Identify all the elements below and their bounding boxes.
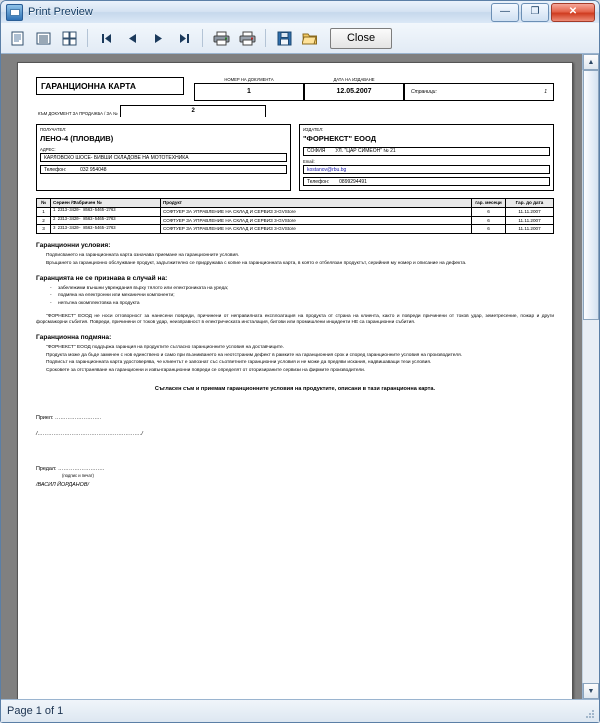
items-table [36, 198, 554, 234]
row-index: 2 [37, 216, 51, 225]
toolbar-separator-2 [202, 29, 203, 47]
first-page-icon[interactable] [94, 26, 118, 50]
document-title: ГАРАНЦИОННА КАРТА [36, 77, 184, 95]
buyer-name: ЛЕНО-4 (ПЛОВДИВ) [40, 133, 114, 143]
exclusions-title: Гаранцията не се признава в случай на: [36, 274, 168, 282]
col-serial: Сериен /Фабричен № [51, 199, 161, 208]
document-number-label: НОМЕР НА ДОКУМЕНТА [224, 77, 274, 82]
scroll-down-button[interactable]: ▼ [583, 683, 599, 699]
row-until: 11.11.2007 [506, 207, 554, 216]
close-button-label: Close [346, 32, 376, 44]
row-product: СОФТУЕР ЗА УПРАВЛЕНИЕ НА СКЛАД И СЕРВИЗ 3-GVStore [161, 225, 472, 234]
issuer-phone-label: Телефон: [307, 178, 330, 185]
issuer-block [299, 124, 554, 191]
multi-page-icon[interactable] [57, 26, 81, 50]
row-product: СОФТУЕР ЗА УПРАВЛЕНИЕ НА СКЛАД И СЕРВИЗ 3-GVStore [161, 207, 472, 216]
obligation-item: Подписът на гаранционната карта удостоверява, че клиентът е запознат със съответните гаранционни условия и не може да предяви искания, надвишаващи тези условия. [46, 360, 432, 366]
issuer-phone-value [303, 177, 550, 186]
buyer-phone-label: Телефон: [44, 166, 67, 173]
issuer-phone-field [303, 177, 550, 186]
document-date-value: 12.05.2007 [304, 83, 404, 101]
toolbar-separator [87, 29, 88, 47]
row-product: СОФТУЕР ЗА УПРАВЛЕНИЕ НА СКЛАД И СЕРВИЗ 3-GVStore [161, 216, 472, 225]
next-page-icon[interactable] [146, 26, 170, 50]
issuer-name: "ФОРНЕКСТ" ЕООД [303, 133, 377, 143]
status-bar [1, 699, 599, 722]
buyer-section-label: ПОЛУЧАТЕЛ: [40, 127, 67, 133]
vertical-scrollbar[interactable] [582, 54, 599, 699]
row-serial: 1 2313-3420- 8563-5465-2763 [51, 207, 161, 216]
agreement-text: Съгласен съм и приемам гаранционните условия на продуктите, описани в тази гаранционна карта. [154, 385, 436, 392]
obligation-item: Продукта може да бъде заменен с нов единствено и само при възникването на неотстраним дефект в рамките на гаранционния срок и според гаранционните условия на производителя. [46, 352, 462, 358]
buyer-phone-field [40, 165, 287, 174]
last-page-icon[interactable] [172, 26, 196, 50]
toolbar [1, 23, 599, 54]
handed-label: Предал: …………………….. [36, 466, 105, 473]
reference-label: КЪМ ДОКУМЕНТ ЗА ПРОДАЖБА / ЗА № [38, 111, 118, 116]
row-months: 6 [472, 225, 506, 234]
signature-received [36, 415, 554, 439]
open-icon[interactable] [298, 26, 322, 50]
pages-value: 1 [544, 89, 547, 96]
two-page-icon[interactable] [31, 26, 55, 50]
issuer-email-label: Email: [303, 158, 315, 164]
toolbar-separator-3 [265, 29, 266, 47]
document-reference [36, 102, 266, 117]
issuer-email-value: kostanov@rbu.bg [303, 165, 550, 174]
row-index: 1 [37, 207, 51, 216]
document-pages [404, 83, 554, 101]
resize-grip-icon[interactable] [584, 708, 596, 720]
buyer-address-label: АДРЕС: [40, 146, 56, 152]
col-product: Продукт [161, 199, 472, 208]
issuer-street: УЛ. "ЦАР СИМЕОН" № 21 [335, 148, 396, 155]
row-index: 3 [37, 225, 51, 234]
row-months: 6 [472, 207, 506, 216]
title-bar [1, 1, 599, 23]
buyer-address-value: КАРЛОВСКО ШОСЕ- БИВШИ СКЛАДОВЕ НА МОТОТЕХНИКА [40, 153, 287, 162]
reference-value: 2 [120, 105, 266, 117]
close-window-button[interactable]: ✕ [551, 3, 595, 22]
save-icon[interactable] [272, 26, 296, 50]
document-header [36, 77, 554, 117]
pages-label: Страници: [411, 89, 437, 96]
issuer-city: СОФИЯ [307, 148, 326, 155]
close-button[interactable] [330, 28, 392, 49]
terms-title: Гаранционни условия: [36, 242, 111, 250]
received-label: Приел: …………………….. [36, 414, 101, 421]
received-value: /…………………………………………………./ [36, 431, 143, 438]
scroll-thumb[interactable] [583, 70, 599, 320]
col-index: № [37, 199, 51, 208]
terms-paragraph-1: Подписването на гаранционната карта означава приемане на гаранционните условия. [46, 253, 240, 259]
obligations-title: Гаранционна подмяна: [36, 333, 112, 341]
scroll-track[interactable] [582, 70, 599, 683]
buyer-phone-value [40, 165, 287, 174]
row-until: 11.11.2007 [506, 225, 554, 234]
handed-value: /ВАСИЛ ЙОРДАНОВ/ [36, 482, 89, 489]
previous-page-icon[interactable] [120, 26, 144, 50]
buyer-address-field [40, 147, 287, 162]
window-controls [491, 3, 597, 22]
col-until: Гар. до дата [506, 199, 554, 208]
table-row [37, 225, 554, 234]
buyer-phone-number: 032 954048 [80, 166, 107, 173]
obligation-item: Сроковете за отстраняване на гаранционни и извънгаранционни повреди се определят от оторизираните сервизи на фирмите производители. [46, 367, 366, 373]
table-header-row [37, 199, 554, 208]
scroll-up-button[interactable]: ▲ [583, 54, 599, 70]
row-months: 6 [472, 216, 506, 225]
exclusion-item: - непълна окомплектовка на продукта [58, 301, 554, 307]
row-serial: 3 2313-3420- 8563-5465-2763 [51, 225, 161, 234]
issuer-phone-number: 0899294491 [339, 178, 367, 185]
minimize-button[interactable]: — [491, 3, 519, 22]
page-setup-icon[interactable] [235, 26, 259, 50]
issuer-email-field [303, 159, 550, 174]
obligation-item: "ФОРНЕКСТ" ЕООД поддържа гаранция на продуктите съгласно гаранционните условия на доставчиците. [46, 345, 285, 351]
terms-paragraph-2: Връщането за гаранционно обслужване продукт, задължително се придружава с копие на гаранционната карта, в която е отбелязан продуктът, серийния му номер и описание на дефекта. [46, 260, 467, 266]
handed-sub-label: (подпис и печат) [62, 472, 94, 478]
buyer-block [36, 124, 291, 191]
issuer-address-field [303, 147, 550, 156]
status-page-text: Page 1 of 1 [7, 705, 64, 717]
exclusion-item: - забележими външни увреждания върху тялото или електрониката на уреда; [58, 286, 554, 292]
parties-section [36, 124, 554, 191]
maximize-button[interactable]: ❐ [521, 3, 549, 22]
exclusions-note: "ФОРНЕКСТ" ЕООД не носи отговорност за нанесени повреди, причинени от неправилната експлоатация на продукта от страна на клиента, както и повреди причинени от токов удар, земетресение, пожар и други форсмажорни събития. Повреди, причинени от токов удар, неизправност в електрическата инсталация, битови или промишлени инциденти НЕ са гаранционни събития. [36, 313, 554, 325]
issuer-section-label: ИЗДАТЕЛ: [303, 127, 324, 133]
table-row [37, 216, 554, 225]
one-page-icon[interactable] [5, 26, 29, 50]
paper-wrapper [1, 54, 582, 699]
printer-preview-icon [6, 4, 23, 21]
preview-area [1, 54, 599, 699]
row-until: 11.11.2007 [506, 216, 554, 225]
exclusion-item: - подмяна на електронни или механични компоненти; [58, 293, 554, 299]
document-number-value: 1 [194, 83, 304, 101]
document-date-label: ДАТА НА ИЗДАВАНЕ [333, 77, 375, 82]
col-months: гар. месеци [472, 199, 506, 208]
print-icon[interactable] [209, 26, 233, 50]
row-serial: 2 2313-3420- 8563-5465-2763 [51, 216, 161, 225]
document-page [17, 62, 573, 699]
issuer-address-value [303, 147, 550, 156]
table-row [37, 207, 554, 216]
window-title: Print Preview [28, 6, 93, 18]
signature-handed [36, 466, 554, 489]
